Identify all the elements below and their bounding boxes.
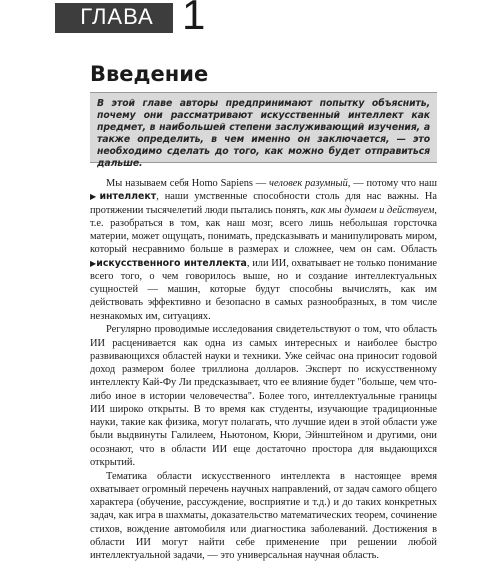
paragraph-1-text-e: , или ИИ, охватывает не только понимание всего того, о чем говорилось выше, но и создание интеллектуальных сущностей — машин, которые будут способны вычислять, как им действовать эффективно и безопасно в самых разнообразных, в том числе незнакомых им, ситуациях.	[90, 257, 437, 322]
term-arrow-icon: ▶	[90, 192, 100, 202]
paragraph-3: Тематика области искусственного интеллекта в настоящее время охватывает огромный перечень научных направлений, от задач самого общего характера (обучение, рассуждение, восприятие и т.д.) и до таких конкретных задач, как игра в шахматы, доказательство математических теорем, сочинение стихов, вождение автомобиля или диагностика заболеваний. Достижения в области ИИ могут найти себе применение при решении любой интеллектуальной задачи, — это универсальная научная область.	[90, 470, 437, 561]
term-artificial-intelligence: искусственного интеллекта	[96, 257, 247, 269]
term-arrow-icon: ▶	[90, 258, 97, 268]
chapter-label: ГЛАВА	[80, 4, 154, 29]
term-intelligence: интеллект	[99, 191, 157, 203]
paragraph-1-text-d: , т.е. разобраться в том, как наш мозг, всего лишь небольшая горсточка материи, может ощущать, понимать, предсказывать и манипулировать миром, который несравнимо больше в размерах и сложнее, чем он сам. Область	[90, 204, 437, 256]
paragraph-1	[90, 177, 437, 323]
chapter-heading: Введение	[90, 62, 209, 86]
paragraph-1-emphasis-a: человек разумный,	[269, 178, 351, 189]
paragraph-1-emphasis-b: как мы думаем и действуем	[310, 204, 435, 216]
paragraph-1-text-b: — потому что наш	[350, 178, 437, 189]
body-text	[90, 177, 437, 563]
paragraph-1-text-c: , наши умственные способности столь для нас важны. На протяжении тысячелетий люди пытались понять,	[90, 191, 438, 216]
paragraph-2: Регулярно проводимые исследования свидетельствуют о том, что область ИИ расценивается как одна из самых интересных и наиболее быстро развивающихся областей науки и техники. Уже сейчас она приносит годовой доход размером более триллиона долларов. Эксперт по искусственному интеллекту Кай-Фу Ли предсказывает, что ее влияние будет "больше, чем что-либо иное в истории человечества". Более того, интеллектуальные границы ИИ широко открыты. В то время как студенты, изучающие традиционные науки, такие как физика, могут полагать, что лучшие идеи в этой области уже были выдвинуты Галилеем, Ньютоном, Кюри, Эйнштейном и другими, они осознают, что в области ИИ еще достаточно простора для выдающихся открытий.	[90, 324, 437, 468]
paragraph-1-text-a: Мы называем себя Homo Sapiens —	[106, 178, 270, 189]
chapter-number: 1	[182, 0, 206, 38]
chapter-abstract-box	[90, 92, 437, 170]
chapter-abstract: В этой главе авторы предпринимают попытку объяснить, почему они рассматривают искусственный интеллект как предмет, в наибольшей степени заслуживающий изучения, а также определить, в чем именно он заключается, — это необходимо сделать до того, как можно будет отправиться дальше.	[97, 98, 430, 170]
